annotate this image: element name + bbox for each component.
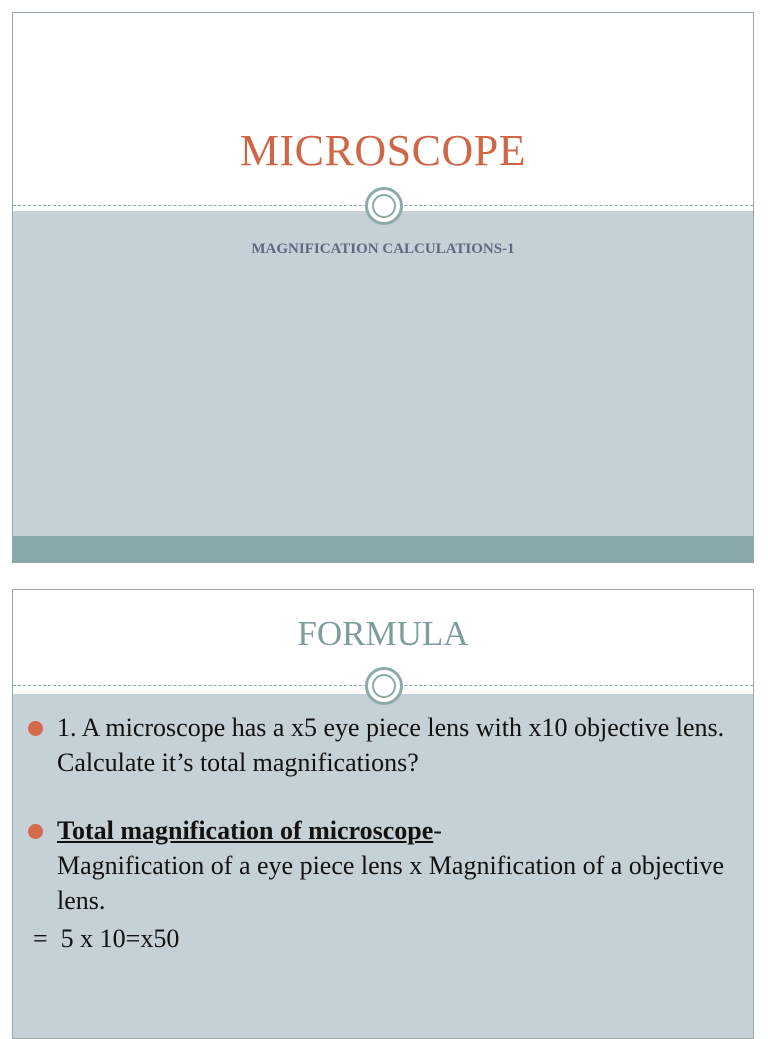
formula-dash: - [433,816,442,845]
bullet-dot-icon [28,824,43,839]
slide-header-area [13,13,753,211]
footer-bar [13,536,753,562]
bullet-dot-icon [28,721,43,736]
slide-title-heading: MICROSCOPE [239,126,527,175]
formula-heading: Total magnification of microscope [57,816,434,845]
slide-subtitle: MAGNIFICATION CALCULATIONS-1 [251,241,515,257]
result-line: = 5 x 10=x50 [33,924,180,953]
slide-formula [12,589,754,1039]
slide-title [12,12,754,563]
question-text: 1. A microscope has a x5 eye piece lens with x10 objective lens. Calculate it’s total magnifications? [57,713,725,777]
bullet-item-formula [13,813,753,918]
ring-ornament-icon [365,187,403,225]
bullet-item-question [13,710,753,780]
slide-content [13,710,753,956]
ring-ornament-icon [365,667,403,705]
slide-heading: FORMULA [297,614,469,653]
formula-body: Magnification of a eye piece lens x Magnification of a objective lens. [57,851,725,915]
